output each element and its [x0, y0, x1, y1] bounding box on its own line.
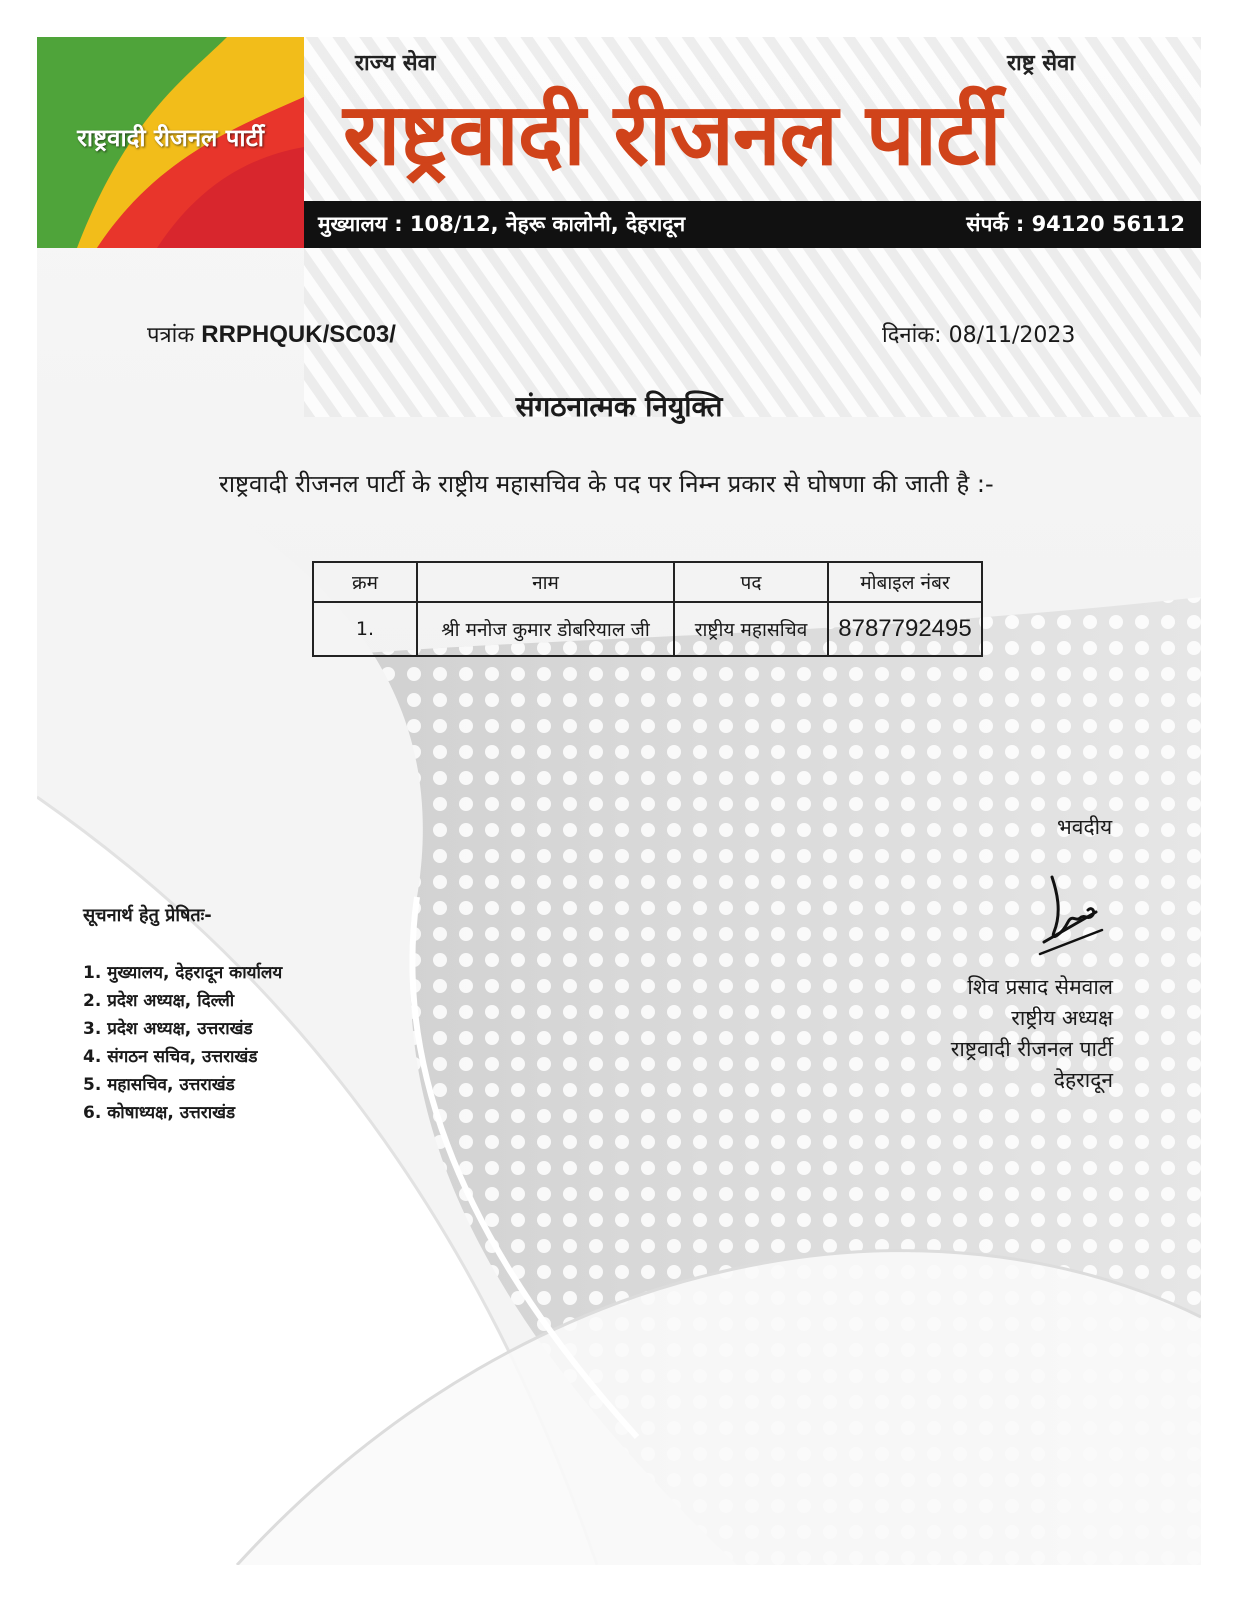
cell-serial: 1.: [313, 602, 417, 656]
signatory-title: राष्ट्रीय अध्यक्ष: [1011, 1006, 1113, 1030]
list-item: 5. महासचिव, उत्तराखंड: [83, 1075, 235, 1095]
tagline-left: राज्य सेवा: [355, 51, 436, 76]
list-item: 1. मुख्यालय, देहरादून कार्यालय: [83, 963, 283, 983]
reference-line: [147, 319, 396, 349]
headquarters-address: मुख्यालय : 108/12, नेहरू कालोनी, देहरादून: [318, 212, 686, 236]
letter-sheet: [37, 37, 1201, 1565]
table-header-row: [313, 562, 982, 602]
letter-date: दिनांक: 08/11/2023: [882, 323, 1076, 348]
logo-text: राष्ट्रवादी रीजनल पार्टी: [77, 124, 264, 152]
announcement-text: राष्ट्रवादी रीजनल पार्टी के राष्ट्रीय महासचिव के पद पर निम्न प्रकार से घोषणा की जाती है :-: [219, 470, 994, 498]
cell-post: राष्ट्रीय महासचिव: [674, 602, 828, 656]
list-item: 2. प्रदेश अध्यक्ष, दिल्ली: [83, 991, 235, 1011]
list-item: 6. कोषाध्यक्ष, उत्तराखंड: [83, 1103, 236, 1123]
cc-title: सूचनार्थ हेतु प्रेषितः-: [83, 905, 212, 926]
signatory-party: राष्ट्रवादी रीजनल पार्टी: [950, 1037, 1113, 1061]
reference-label: पत्रांक: [147, 323, 195, 348]
header-name: नाम: [417, 562, 674, 602]
tagline-right: राष्ट्र सेवा: [1007, 51, 1076, 76]
party-name-title: राष्ट्रवादी रीजनल पार्टी: [343, 85, 1001, 185]
reference-number: RRPHQUK/SC03/: [201, 321, 396, 348]
party-logo: [37, 37, 304, 248]
document-heading: संगठनात्मक नियुक्ति: [515, 390, 723, 423]
signatory-block: [951, 972, 1113, 1096]
closing-text: भवदीय: [1057, 815, 1113, 839]
signatory-name: शिव प्रसाद सेमवाल: [967, 975, 1113, 999]
signatory-city: देहरादून: [1053, 1068, 1113, 1092]
header-info-bar: [304, 201, 1201, 248]
cell-name: श्री मनोज कुमार डोबरियाल जी: [417, 602, 674, 656]
signature-image: [1032, 872, 1112, 962]
cell-mobile: 8787792495: [828, 602, 982, 656]
table-row: [313, 602, 982, 656]
header-post: पद: [674, 562, 828, 602]
header-mobile: मोबाइल नंबर: [828, 562, 982, 602]
background-decoration: [37, 37, 1201, 1565]
appointment-table: [312, 561, 983, 657]
cc-list: [83, 959, 282, 1127]
contact-number: संपर्क : 94120 56112: [966, 212, 1185, 236]
header-serial: क्रम: [313, 562, 417, 602]
list-item: 3. प्रदेश अध्यक्ष, उत्तराखंड: [83, 1019, 253, 1039]
list-item: 4. संगठन सचिव, उत्तराखंड: [83, 1047, 258, 1067]
